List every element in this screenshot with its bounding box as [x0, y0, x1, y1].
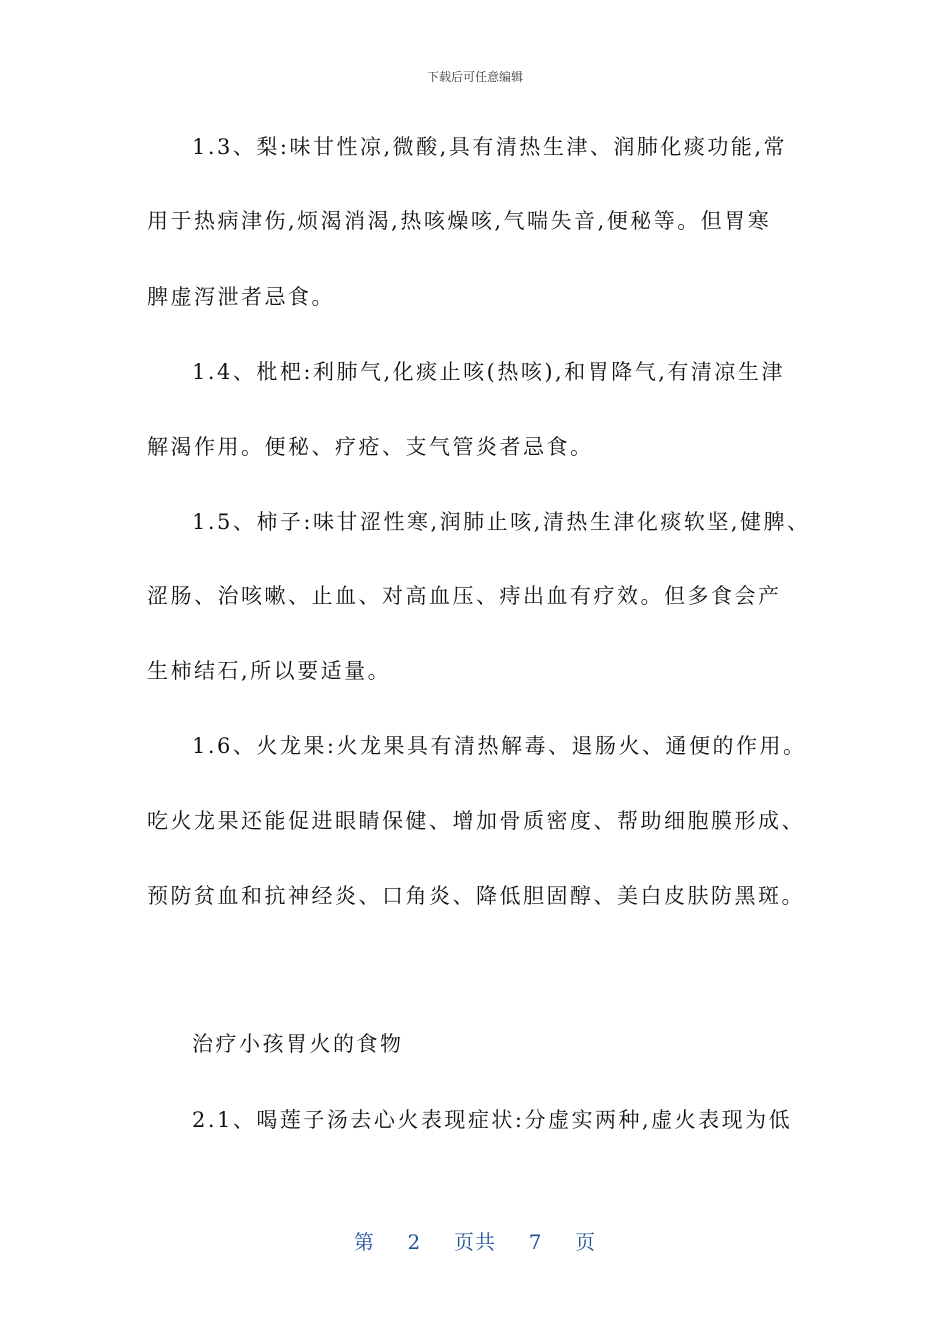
page-footer [0, 1226, 950, 1255]
paragraph-line: 2.1、喝莲子汤去心火表现症状:分虚实两种,虚火表现为低 [192, 1108, 793, 1132]
footer-suffix: 页 [575, 1230, 597, 1254]
paragraph-line: 预防贫血和抗神经炎、口角炎、降低胆固醇、美白皮肤防黑斑。 [147, 884, 805, 908]
paragraph-line: 涩肠、治咳嗽、止血、对高血压、痔出血有疗效。但多食会产 [147, 584, 782, 608]
paragraph-line: 吃火龙果还能促进眼睛保健、增加骨质密度、帮助细胞膜形成、 [147, 809, 805, 833]
paragraph-line: 解渴作用。便秘、疗疮、支气管炎者忌食。 [147, 435, 594, 459]
footer-middle: 页共 [454, 1230, 496, 1254]
footer-page-number: 2 [407, 1230, 422, 1254]
paragraph-line: 1.5、柿子:味甘涩性寒,润肺止咳,清热生津化痰软坚,健脾、 [192, 510, 811, 534]
paragraph-line: 1.3、梨:味甘性凉,微酸,具有清热生津、润肺化痰功能,常 [192, 135, 787, 159]
paragraph-line: 生柿结石,所以要适量。 [147, 659, 392, 683]
footer-total-pages: 7 [528, 1230, 543, 1254]
footer-prefix: 第 [353, 1230, 375, 1254]
paragraph-line: 脾虚泻泄者忌食。 [147, 285, 335, 309]
page-header: 下载后可任意编辑 [426, 70, 523, 84]
section-heading: 治疗小孩胃火的食物 [192, 1032, 404, 1056]
paragraph-line: 1.4、枇杷:利肺气,化痰止咳(热咳),和胃降气,有清凉生津 [192, 360, 785, 384]
paragraph-line: 用于热病津伤,烦渴消渴,热咳燥咳,气喘失音,便秘等。但胃寒 [147, 209, 772, 233]
paragraph-line: 1.6、火龙果:火龙果具有清热解毒、退肠火、通便的作用。 [192, 734, 807, 758]
